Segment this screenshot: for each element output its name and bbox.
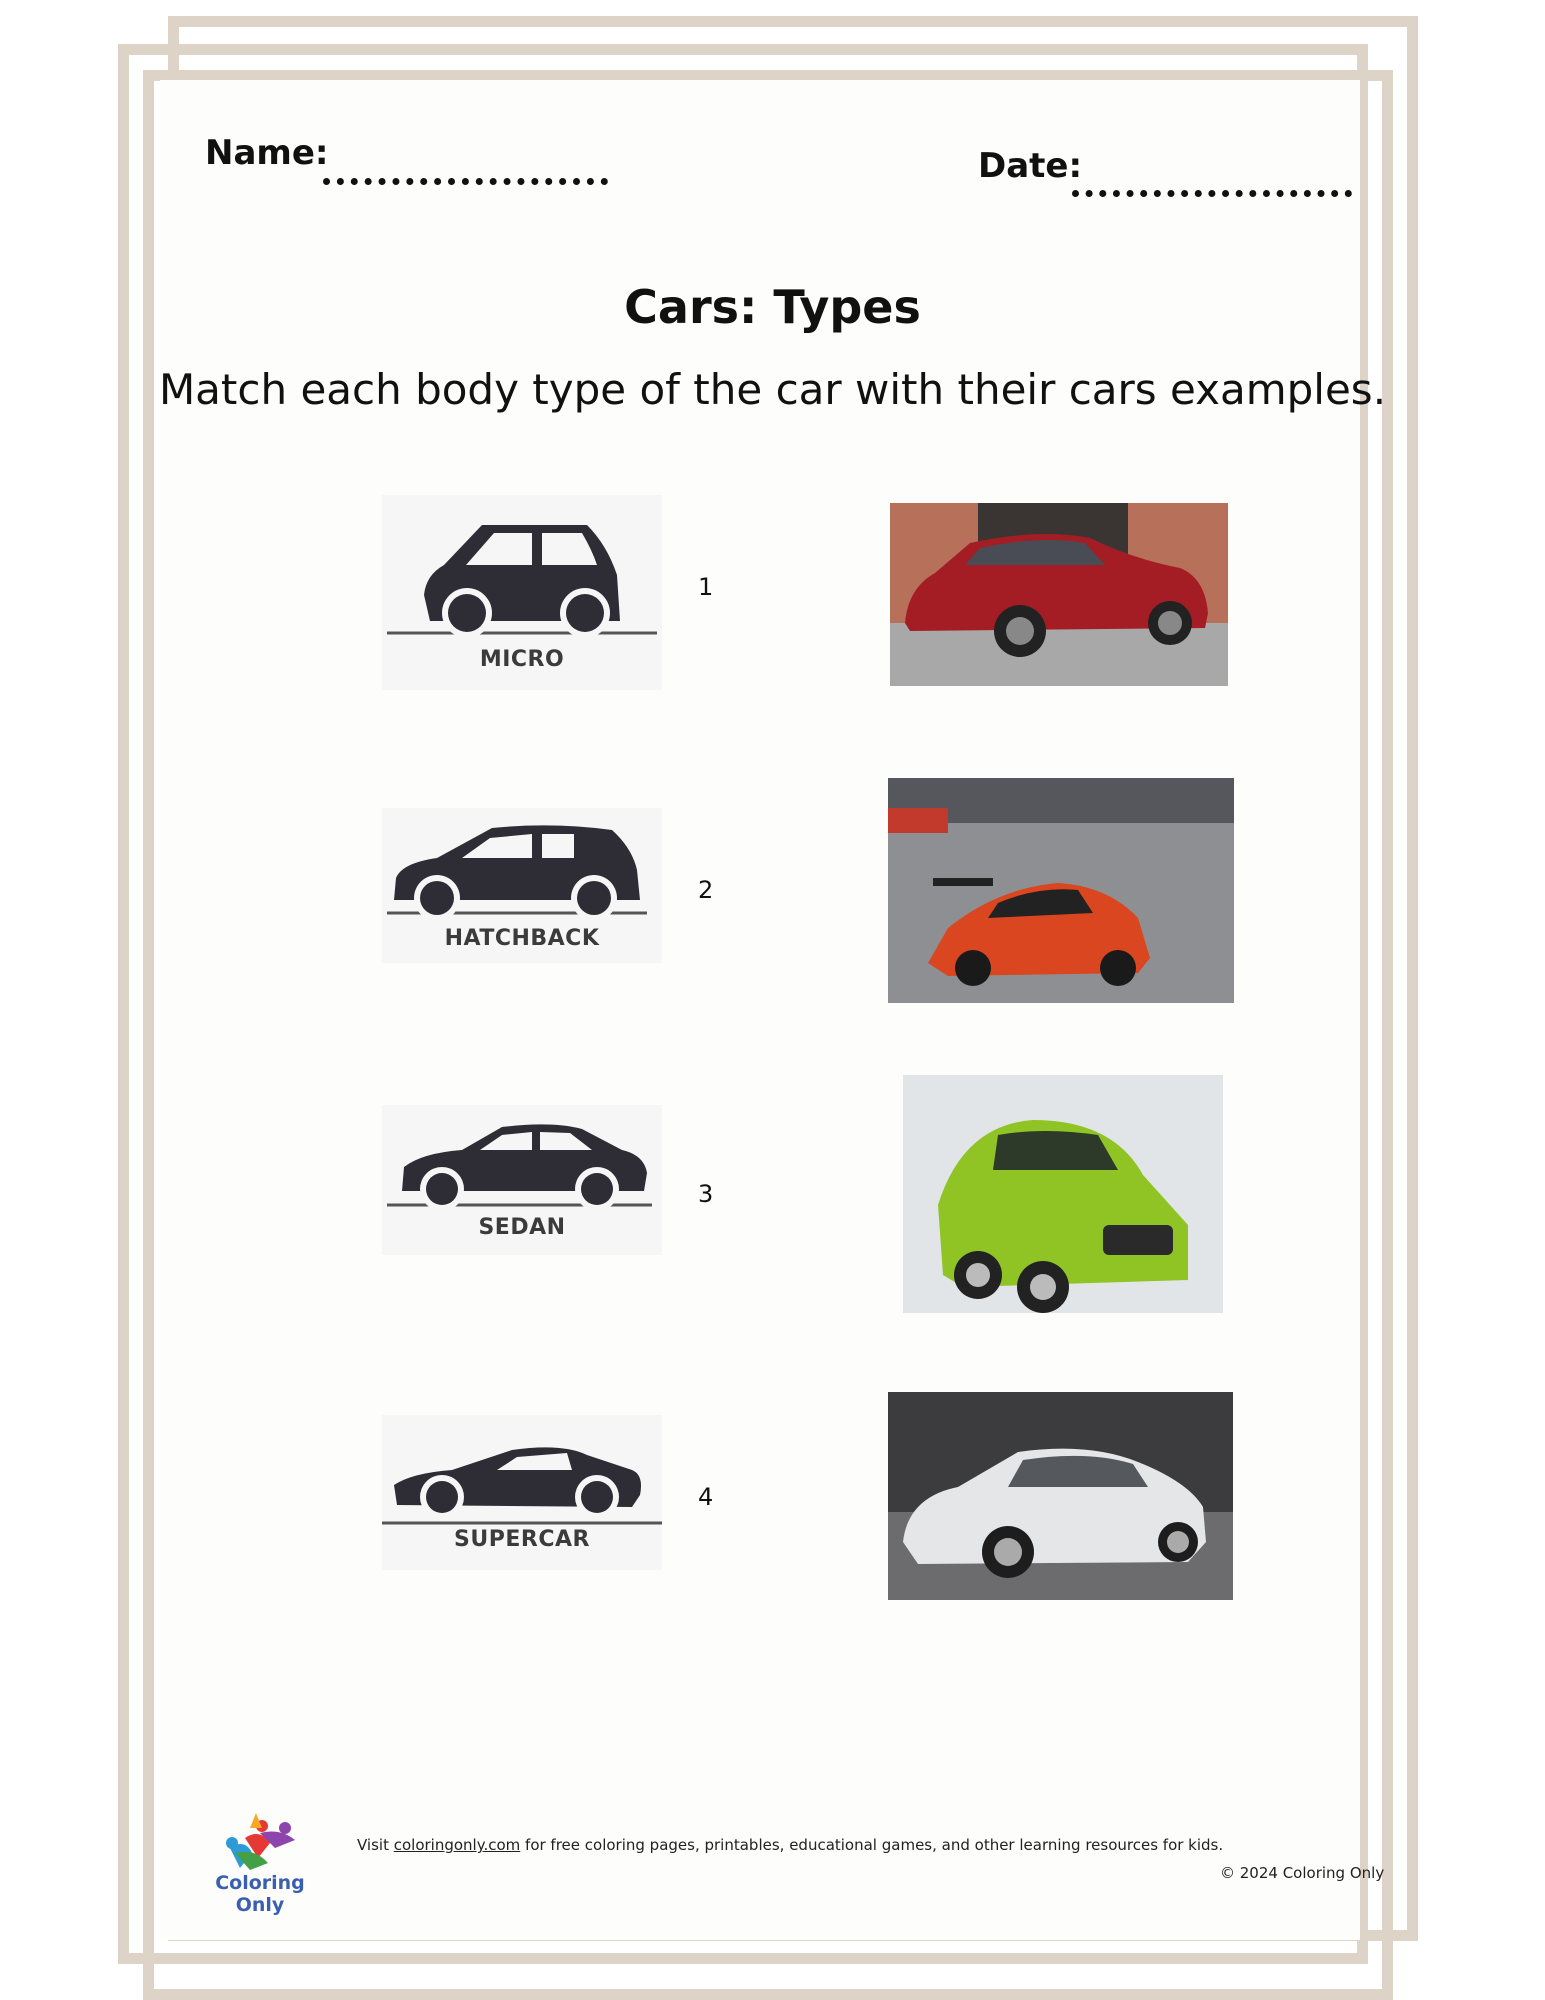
body-type-card-hatchback: [382, 808, 662, 963]
body-type-card-sedan: [382, 1105, 662, 1255]
logo-text: Coloring Only: [215, 1872, 305, 1916]
match-number: 3: [698, 1180, 714, 1208]
coloringonly-link[interactable]: coloringonly.com: [393, 1836, 521, 1854]
match-number: 2: [698, 876, 714, 904]
body-type-label: SEDAN: [478, 1215, 566, 1240]
body-type-card-micro: [382, 495, 662, 690]
match-number: 1: [698, 573, 714, 601]
logo-figures-icon: [190, 1808, 330, 1872]
date-input-line[interactable]: [1072, 190, 1352, 197]
body-type-label: SUPERCAR: [454, 1527, 590, 1552]
worksheet-instruction: Match each body type of the car with their cars examples.: [158, 365, 1387, 414]
red-hatchback-photo: [890, 503, 1228, 686]
worksheet-paper: [160, 80, 1360, 1940]
silver-sedan-photo: [888, 1392, 1233, 1600]
name-input-line[interactable]: [323, 178, 608, 185]
sedan-car-silhouette-icon: [382, 1105, 662, 1215]
supercar-car-silhouette-icon: [382, 1415, 662, 1530]
name-label: Name:: [205, 133, 329, 173]
body-type-label: HATCHBACK: [444, 926, 600, 951]
copyright-text: © 2024 Coloring Only: [1220, 1864, 1385, 1882]
coloring-only-logo: [190, 1808, 330, 1916]
green-micro-car-photo: [903, 1075, 1223, 1313]
match-number: 4: [698, 1483, 714, 1511]
orange-supercar-photo: [888, 778, 1234, 1003]
worksheet-title: Cars: Types: [624, 280, 921, 334]
body-type-label: MICRO: [479, 647, 565, 672]
footer-visit-text: [357, 1836, 1223, 1854]
body-type-card-supercar: [382, 1415, 662, 1570]
date-label: Date:: [978, 146, 1083, 186]
footer-visit-suffix: for free coloring pages, printables, educational games, and other learning resources for kids.: [520, 1836, 1224, 1854]
footer-visit-prefix: Visit: [357, 1836, 394, 1854]
hatchback-car-silhouette-icon: [382, 808, 662, 923]
micro-car-silhouette-icon: [382, 495, 662, 645]
